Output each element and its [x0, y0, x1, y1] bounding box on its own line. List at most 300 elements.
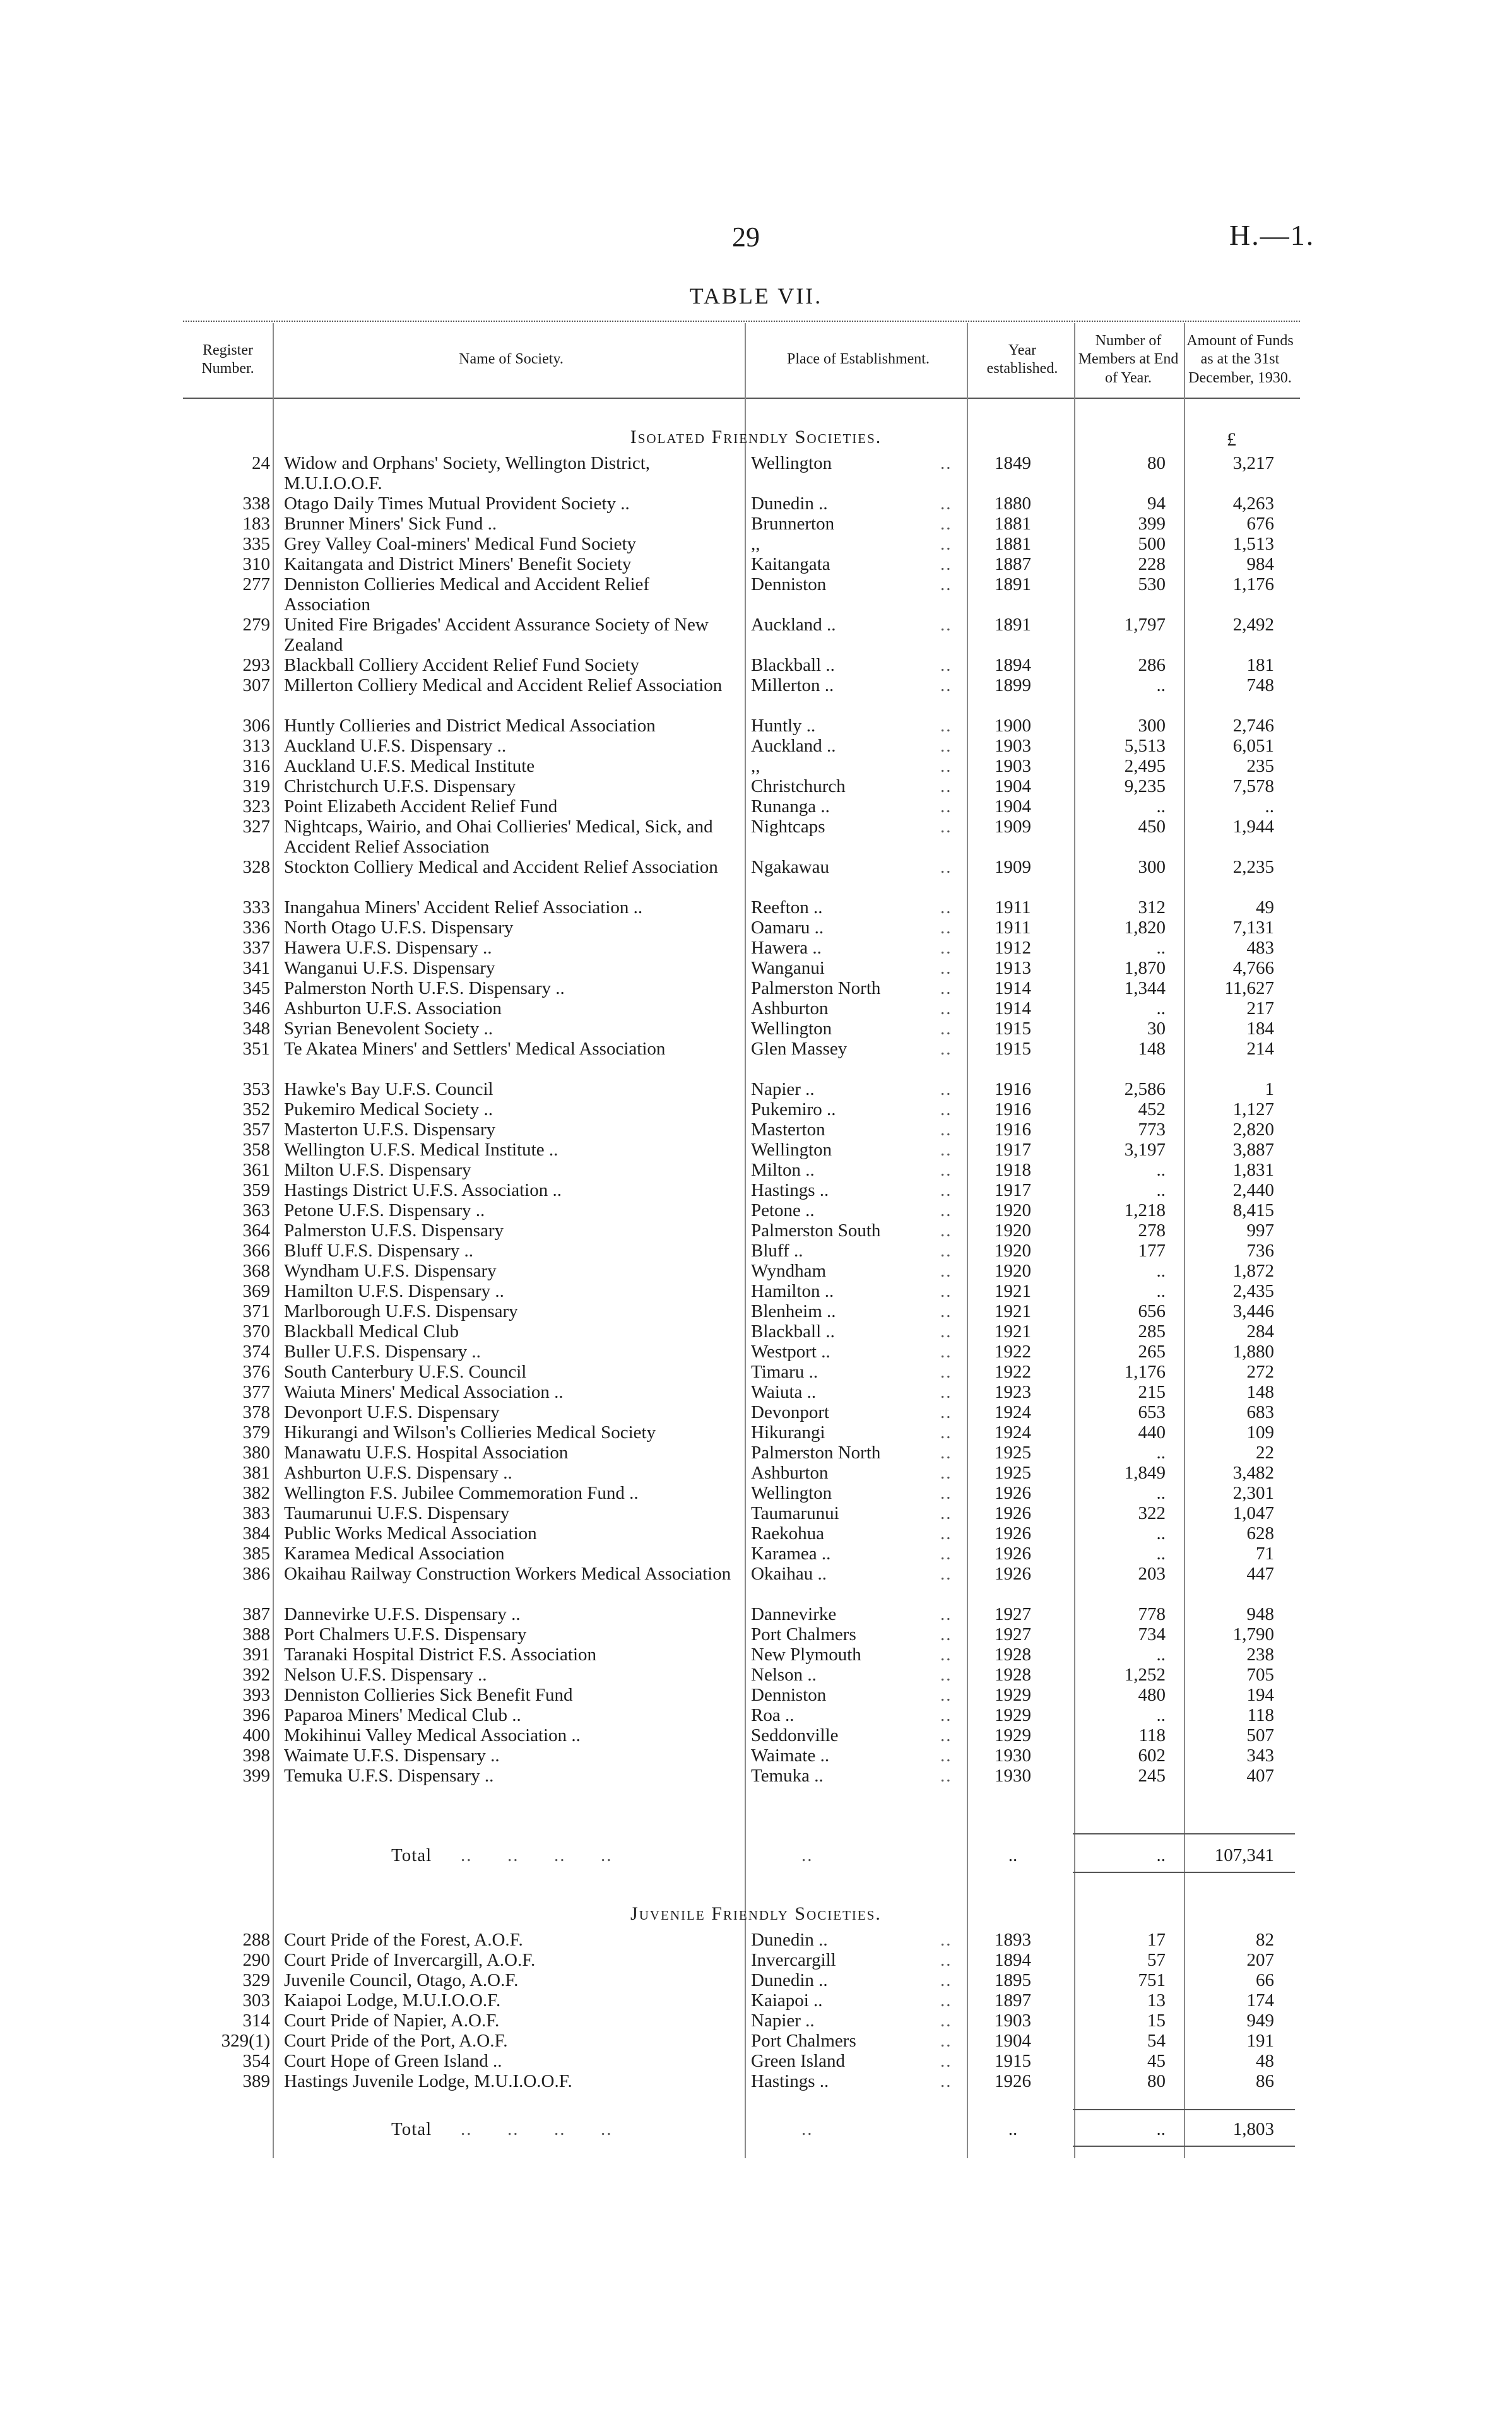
society-name: Buller U.F.S. Dispensary ..	[284, 1342, 481, 1362]
place-of-establishment: Hastings ..	[751, 1180, 829, 1200]
funds-amount: 181	[1246, 655, 1274, 675]
register-number: 396	[242, 1705, 270, 1725]
funds-amount: 2,492	[1232, 615, 1274, 635]
place-of-establishment: Auckland ..	[751, 615, 836, 635]
register-number: 400	[242, 1725, 270, 1745]
year-established: 1904	[995, 776, 1031, 796]
member-count: 751	[1138, 1970, 1166, 1990]
table-row	[0, 817, 1512, 857]
funds-amount: 1	[1265, 1079, 1274, 1099]
table-row	[0, 1140, 1512, 1160]
table-row	[0, 554, 1512, 574]
year-established: 1881	[995, 534, 1031, 554]
year-established: 1915	[995, 1039, 1031, 1059]
table-row	[0, 1624, 1512, 1645]
place-of-establishment: Waiuta ..	[751, 1382, 817, 1402]
member-count: ..	[1156, 796, 1166, 817]
place-of-establishment: Palmerston North	[751, 978, 881, 998]
register-number: 279	[242, 615, 270, 635]
place-of-establishment: Millerton ..	[751, 675, 834, 695]
leader-dots: ..	[940, 1990, 952, 2011]
member-count: 1,797	[1124, 615, 1166, 635]
leader-dots: ..	[940, 756, 952, 776]
funds-amount: 1,831	[1232, 1160, 1274, 1180]
society-name: Petone U.F.S. Dispensary ..	[284, 1200, 485, 1220]
table-row	[0, 2011, 1512, 2031]
society-name: South Canterbury U.F.S. Council	[284, 1362, 527, 1382]
member-count: ..	[1156, 1705, 1166, 1725]
leader-dots: ..	[940, 1241, 952, 1261]
place-of-establishment: Milton ..	[751, 1160, 815, 1180]
funds-amount: 683	[1246, 1402, 1274, 1422]
leader-dots: ..	[940, 1321, 952, 1342]
member-count: 399	[1138, 514, 1166, 534]
society-name: Auckland U.F.S. Medical Institute	[284, 756, 535, 776]
funds-amount: 483	[1246, 938, 1274, 958]
table-row	[0, 1564, 1512, 1584]
place-of-establishment: Waimate ..	[751, 1745, 830, 1766]
society-name: Nelson U.F.S. Dispensary ..	[284, 1665, 487, 1685]
register-number: 306	[242, 716, 270, 736]
funds-amount: 7,578	[1232, 776, 1274, 796]
register-number: 345	[242, 978, 270, 998]
member-count: 773	[1138, 1119, 1166, 1140]
year-established: 1915	[995, 2051, 1031, 2071]
member-count: 1,344	[1124, 978, 1166, 998]
place-of-establishment: Masterton	[751, 1119, 825, 1140]
society-name: Hawera U.F.S. Dispensary ..	[284, 938, 492, 958]
register-number: 376	[242, 1362, 270, 1382]
year-established: 1925	[995, 1443, 1031, 1463]
year-established: 1891	[995, 615, 1031, 635]
table-row	[0, 756, 1512, 776]
register-number: 314	[242, 2011, 270, 2031]
place-of-establishment: Westport ..	[751, 1342, 830, 1362]
funds-amount: 3,482	[1232, 1463, 1274, 1483]
table-row	[0, 1180, 1512, 1200]
section-title-juvenile: Juvenile Friendly Societies.	[630, 1903, 882, 1924]
member-count: 2,586	[1124, 1079, 1166, 1099]
juvenile-total-rule-bottom	[1073, 2146, 1295, 2147]
member-count: 778	[1138, 1604, 1166, 1624]
year-established: 1926	[995, 1503, 1031, 1523]
year-established: 1917	[995, 1140, 1031, 1160]
register-number: 277	[242, 574, 270, 594]
table-row	[0, 1079, 1512, 1099]
society-name: Kaiapoi Lodge, M.U.I.O.O.F.	[284, 1990, 501, 2011]
isolated-total-dots: .. .. .. ..	[461, 1845, 613, 1865]
funds-amount: 1,944	[1232, 817, 1274, 837]
isolated-total-place-dots: ..	[801, 1845, 813, 1865]
leader-dots: ..	[940, 918, 952, 938]
society-name: Bluff U.F.S. Dispensary ..	[284, 1241, 474, 1261]
leader-dots: ..	[940, 1079, 952, 1099]
year-established: 1918	[995, 1160, 1031, 1180]
society-name: Taumarunui U.F.S. Dispensary	[284, 1503, 510, 1523]
leader-dots: ..	[940, 1685, 952, 1705]
leader-dots: ..	[940, 716, 952, 736]
section-title-isolated: Isolated Friendly Societies.	[630, 427, 882, 447]
year-established: 1921	[995, 1321, 1031, 1342]
society-name: Paparoa Miners' Medical Club ..	[284, 1705, 521, 1725]
header-bottom-rule	[183, 398, 1300, 399]
register-number: 313	[242, 736, 270, 756]
member-count: 500	[1138, 534, 1166, 554]
funds-amount: 2,235	[1232, 857, 1274, 877]
member-count: ..	[1156, 1443, 1166, 1463]
funds-amount: 1,176	[1232, 574, 1274, 594]
leader-dots: ..	[940, 534, 952, 554]
leader-dots: ..	[940, 1140, 952, 1160]
leader-dots: ..	[940, 1930, 952, 1950]
society-name: Court Pride of Invercargill, A.O.F.	[284, 1950, 536, 1970]
year-established: 1899	[995, 675, 1031, 695]
table-row	[0, 1402, 1512, 1422]
leader-dots: ..	[940, 554, 952, 574]
register-number: 310	[242, 554, 270, 574]
leader-dots: ..	[940, 1362, 952, 1382]
place-of-establishment: Petone ..	[751, 1200, 815, 1220]
society-name: Stockton Colliery Medical and Accident Relief Association	[284, 857, 718, 877]
society-name: Te Akatea Miners' and Settlers' Medical Association	[284, 1039, 666, 1059]
member-count: 300	[1138, 857, 1166, 877]
year-established: 1927	[995, 1624, 1031, 1645]
funds-amount: 272	[1246, 1362, 1274, 1382]
member-count: 9,235	[1124, 776, 1166, 796]
member-count: ..	[1156, 1160, 1166, 1180]
isolated-total-year: ..	[1008, 1845, 1018, 1865]
year-established: 1920	[995, 1220, 1031, 1241]
place-of-establishment: Raekohua	[751, 1523, 824, 1544]
member-count: ..	[1156, 1483, 1166, 1503]
society-name: Masterton U.F.S. Dispensary	[284, 1119, 496, 1140]
leader-dots: ..	[940, 1624, 952, 1645]
society-name: Denniston Collieries Sick Benefit Fund	[284, 1685, 573, 1705]
table-row	[0, 675, 1512, 695]
leader-dots: ..	[940, 1665, 952, 1685]
member-count: 1,176	[1124, 1362, 1166, 1382]
place-of-establishment: ,,	[751, 534, 760, 554]
society-name: Otago Daily Times Mutual Provident Society ..	[284, 493, 630, 514]
member-count: 45	[1147, 2051, 1166, 2071]
register-number: 354	[242, 2051, 270, 2071]
register-number: 346	[242, 998, 270, 1019]
place-of-establishment: Kaiapoi ..	[751, 1990, 823, 2011]
register-number: 392	[242, 1665, 270, 1685]
place-of-establishment: Devonport	[751, 1402, 830, 1422]
member-count: 17	[1147, 1930, 1166, 1950]
funds-amount: 3,446	[1232, 1301, 1274, 1321]
leader-dots: ..	[940, 998, 952, 1019]
table-row	[0, 1342, 1512, 1362]
funds-amount: 4,766	[1232, 958, 1274, 978]
place-of-establishment: Blackball ..	[751, 1321, 835, 1342]
year-established: 1916	[995, 1079, 1031, 1099]
year-established: 1920	[995, 1261, 1031, 1281]
society-name: Palmerston North U.F.S. Dispensary ..	[284, 978, 565, 998]
year-established: 1916	[995, 1099, 1031, 1119]
society-name: Huntly Collieries and District Medical Association	[284, 716, 656, 736]
funds-amount: 984	[1246, 554, 1274, 574]
place-of-establishment: Wellington	[751, 453, 832, 473]
leader-dots: ..	[940, 1705, 952, 1725]
table-row	[0, 1160, 1512, 1180]
page-number: 29	[732, 222, 760, 252]
place-of-establishment: Wellington	[751, 1140, 832, 1160]
society-name: Grey Valley Coal-miners' Medical Fund Society	[284, 534, 636, 554]
funds-amount: 82	[1256, 1930, 1274, 1950]
table-row	[0, 1766, 1512, 1786]
funds-amount: 217	[1246, 998, 1274, 1019]
register-number: 366	[242, 1241, 270, 1261]
society-name: Pukemiro Medical Society ..	[284, 1099, 493, 1119]
year-established: 1912	[995, 938, 1031, 958]
funds-amount: 948	[1246, 1604, 1274, 1624]
table-row	[0, 1362, 1512, 1382]
leader-dots: ..	[940, 796, 952, 817]
member-count: ..	[1156, 675, 1166, 695]
register-number: 386	[242, 1564, 270, 1584]
society-name: Wellington U.F.S. Medical Institute ..	[284, 1140, 558, 1160]
leader-dots: ..	[940, 1725, 952, 1745]
register-number: 399	[242, 1766, 270, 1786]
society-name: Inangahua Miners' Accident Relief Association ..	[284, 897, 643, 918]
society-name: Taranaki Hospital District F.S. Association	[284, 1645, 597, 1665]
society-name: Millerton Colliery Medical and Accident Relief Association	[284, 675, 723, 695]
table-row	[0, 1443, 1512, 1463]
member-count: 452	[1138, 1099, 1166, 1119]
place-of-establishment: Kaitangata	[751, 554, 830, 574]
year-established: 1920	[995, 1241, 1031, 1261]
register-number: 391	[242, 1645, 270, 1665]
year-established: 1922	[995, 1362, 1031, 1382]
register-number: 371	[242, 1301, 270, 1321]
isolated-total-label: Total	[391, 1845, 432, 1865]
member-count: 286	[1138, 655, 1166, 675]
funds-amount: 118	[1247, 1705, 1274, 1725]
table-row	[0, 1099, 1512, 1119]
leader-dots: ..	[940, 574, 952, 594]
member-count: 300	[1138, 716, 1166, 736]
funds-amount: 407	[1246, 1766, 1274, 1786]
society-name: Okaihau Railway Construction Workers Medical Association	[284, 1564, 731, 1584]
leader-dots: ..	[940, 2031, 952, 2051]
table-row	[0, 857, 1512, 877]
leader-dots: ..	[940, 493, 952, 514]
juvenile-total-rule-top	[1073, 2109, 1295, 2110]
funds-amount: 748	[1246, 675, 1274, 695]
funds-amount: 11,627	[1224, 978, 1274, 998]
leader-dots: ..	[940, 1119, 952, 1140]
funds-amount: 194	[1246, 1685, 1274, 1705]
funds-amount: 148	[1246, 1382, 1274, 1402]
place-of-establishment: Dunedin ..	[751, 1970, 828, 1990]
table-row	[0, 958, 1512, 978]
register-number: 357	[242, 1119, 270, 1140]
leader-dots: ..	[940, 615, 952, 635]
register-number: 359	[242, 1180, 270, 1200]
society-name: Palmerston U.F.S. Dispensary	[284, 1220, 504, 1241]
society-name: Nightcaps, Wairio, and Ohai Collieries' Medical, Sick, and Accident Relief Association	[284, 817, 713, 857]
member-count: 312	[1138, 897, 1166, 918]
member-count: 1,849	[1124, 1463, 1166, 1483]
register-number: 352	[242, 1099, 270, 1119]
year-established: 1891	[995, 574, 1031, 594]
year-established: 1916	[995, 1119, 1031, 1140]
place-of-establishment: New Plymouth	[751, 1645, 861, 1665]
place-of-establishment: Nelson ..	[751, 1665, 817, 1685]
place-of-establishment: Nightcaps	[751, 817, 825, 837]
place-of-establishment: Hikurangi	[751, 1422, 825, 1443]
year-established: 1928	[995, 1665, 1031, 1685]
society-name: Manawatu U.F.S. Hospital Association	[284, 1443, 569, 1463]
place-of-establishment: Hastings ..	[751, 2071, 829, 2091]
leader-dots: ..	[940, 1180, 952, 1200]
member-count: 57	[1147, 1950, 1166, 1970]
table-row	[0, 493, 1512, 514]
table-row	[0, 655, 1512, 675]
register-number: 387	[242, 1604, 270, 1624]
juvenile-total-year: ..	[1008, 2119, 1018, 2139]
leader-dots: ..	[940, 1503, 952, 1523]
leader-dots: ..	[940, 453, 952, 473]
year-established: 1904	[995, 2031, 1031, 2051]
document-reference: H.—1.	[1229, 219, 1315, 251]
table-row	[0, 1604, 1512, 1624]
leader-dots: ..	[940, 1970, 952, 1990]
register-number: 374	[242, 1342, 270, 1362]
funds-amount: 174	[1246, 1990, 1274, 2011]
society-name: Juvenile Council, Otago, A.O.F.	[284, 1970, 519, 1990]
society-name: Court Pride of Napier, A.O.F.	[284, 2011, 500, 2031]
funds-amount: 507	[1246, 1725, 1274, 1745]
funds-amount: 1,047	[1232, 1503, 1274, 1523]
funds-amount: 628	[1246, 1523, 1274, 1544]
member-count: 5,513	[1124, 736, 1166, 756]
member-count: 177	[1138, 1241, 1166, 1261]
year-established: 1924	[995, 1402, 1031, 1422]
place-of-establishment: Palmerston North	[751, 1443, 881, 1463]
funds-amount: 6,051	[1232, 736, 1274, 756]
year-established: 1923	[995, 1382, 1031, 1402]
register-number: 398	[242, 1745, 270, 1766]
society-name: Blackball Colliery Accident Relief Fund Society	[284, 655, 639, 675]
register-number: 293	[242, 655, 270, 675]
funds-amount: 2,301	[1232, 1483, 1274, 1503]
member-count: 15	[1147, 2011, 1166, 2031]
place-of-establishment: Palmerston South	[751, 1220, 881, 1241]
year-established: 1921	[995, 1281, 1031, 1301]
funds-amount: 49	[1256, 897, 1274, 918]
register-number: 316	[242, 756, 270, 776]
funds-amount: 705	[1246, 1665, 1274, 1685]
place-of-establishment: Denniston	[751, 1685, 827, 1705]
year-established: 1849	[995, 453, 1031, 473]
place-of-establishment: Brunnerton	[751, 514, 835, 534]
leader-dots: ..	[940, 736, 952, 756]
year-established: 1900	[995, 716, 1031, 736]
funds-amount: 184	[1246, 1019, 1274, 1039]
table-row	[0, 1970, 1512, 1990]
place-of-establishment: Ashburton	[751, 1463, 829, 1483]
leader-dots: ..	[940, 1220, 952, 1241]
leader-dots: ..	[940, 675, 952, 695]
place-of-establishment: Wyndham	[751, 1261, 827, 1281]
member-count: 148	[1138, 1039, 1166, 1059]
leader-dots: ..	[940, 1745, 952, 1766]
table-row	[0, 2071, 1512, 2091]
year-established: 1924	[995, 1422, 1031, 1443]
funds-amount: 22	[1256, 1443, 1274, 1463]
isolated-total-row	[0, 1845, 1512, 1865]
society-name: Hikurangi and Wilson's Collieries Medical Society	[284, 1422, 656, 1443]
table-row	[0, 1705, 1512, 1725]
place-of-establishment: Karamea ..	[751, 1544, 831, 1564]
place-of-establishment: Okaihau ..	[751, 1564, 827, 1584]
place-of-establishment: Dunedin ..	[751, 1930, 828, 1950]
table-row	[0, 716, 1512, 736]
place-of-establishment: Temuka ..	[751, 1766, 824, 1786]
place-of-establishment: Wanganui	[751, 958, 825, 978]
funds-amount: 997	[1246, 1220, 1274, 1241]
place-of-establishment: Denniston	[751, 574, 827, 594]
society-name: Court Pride of the Forest, A.O.F.	[284, 1930, 523, 1950]
table-row	[0, 1039, 1512, 1059]
table-row	[0, 453, 1512, 493]
leader-dots: ..	[940, 514, 952, 534]
register-number: 380	[242, 1443, 270, 1463]
year-established: 1895	[995, 1970, 1031, 1990]
society-name: Devonport U.F.S. Dispensary	[284, 1402, 500, 1422]
leader-dots: ..	[940, 857, 952, 877]
register-number: 378	[242, 1402, 270, 1422]
table-row	[0, 514, 1512, 534]
year-established: 1904	[995, 796, 1031, 817]
year-established: 1921	[995, 1301, 1031, 1321]
table-row	[0, 1645, 1512, 1665]
society-name: Kaitangata and District Miners' Benefit Society	[284, 554, 632, 574]
register-number: 393	[242, 1685, 270, 1705]
leader-dots: ..	[940, 1950, 952, 1970]
register-number: 338	[242, 493, 270, 514]
member-count: 1,218	[1124, 1200, 1166, 1220]
society-name: Auckland U.F.S. Dispensary ..	[284, 736, 507, 756]
table-title: TABLE VII.	[689, 283, 823, 309]
society-name: Wanganui U.F.S. Dispensary	[284, 958, 495, 978]
member-count: ..	[1156, 1180, 1166, 1200]
year-established: 1881	[995, 514, 1031, 534]
place-of-establishment: Seddonville	[751, 1725, 839, 1745]
isolated-total-rule-bottom	[1073, 1872, 1295, 1873]
funds-amount: 676	[1246, 514, 1274, 534]
place-of-establishment: Port Chalmers	[751, 1624, 856, 1645]
member-count: 13	[1147, 1990, 1166, 2011]
juvenile-total-label: Total	[391, 2119, 432, 2139]
member-count: 480	[1138, 1685, 1166, 1705]
isolated-total-members: ..	[1156, 1845, 1166, 1865]
year-established: 1930	[995, 1745, 1031, 1766]
year-established: 1887	[995, 554, 1031, 574]
society-name: Hawke's Bay U.F.S. Council	[284, 1079, 493, 1099]
leader-dots: ..	[940, 2071, 952, 2091]
year-established: 1897	[995, 1990, 1031, 2011]
leader-dots: ..	[940, 1301, 952, 1321]
society-name: Waimate U.F.S. Dispensary ..	[284, 1745, 500, 1766]
society-name: Christchurch U.F.S. Dispensary	[284, 776, 516, 796]
member-count: 285	[1138, 1321, 1166, 1342]
leader-dots: ..	[940, 655, 952, 675]
register-number: 323	[242, 796, 270, 817]
